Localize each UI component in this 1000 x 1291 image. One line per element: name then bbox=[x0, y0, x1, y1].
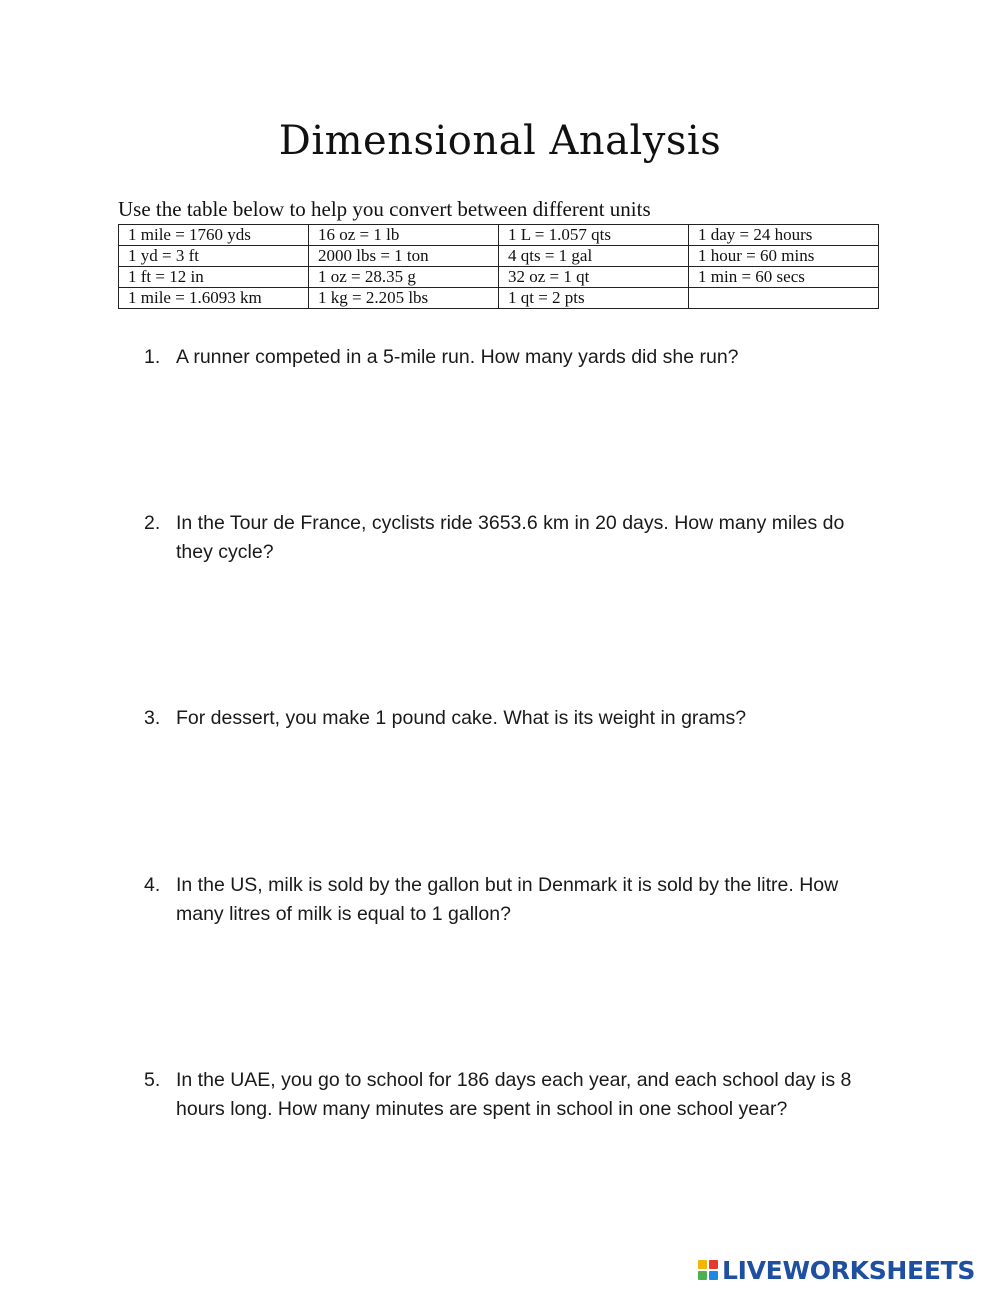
table-cell: 1 qt = 2 pts bbox=[499, 288, 689, 309]
liveworksheets-logo bbox=[698, 1256, 975, 1284]
worksheet-title: Dimensional Analysis bbox=[278, 118, 722, 164]
question-number: 3. bbox=[144, 707, 161, 729]
logo-text: LIVEWORKSHEETS bbox=[722, 1255, 976, 1285]
question-number: 2. bbox=[144, 512, 161, 534]
table-cell: 1 day = 24 hours bbox=[689, 225, 879, 246]
table-cell: 2000 lbs = 1 ton bbox=[309, 246, 499, 267]
table-cell bbox=[689, 288, 879, 309]
question-1 bbox=[144, 343, 884, 372]
question-text: A runner competed in a 5-mile run. How many yards did she run? bbox=[176, 346, 739, 368]
table-row bbox=[119, 288, 879, 309]
table-cell: 1 min = 60 secs bbox=[689, 267, 879, 288]
table-cell: 4 qts = 1 gal bbox=[499, 246, 689, 267]
table-cell: 32 oz = 1 qt bbox=[499, 267, 689, 288]
table-cell: 1 mile = 1.6093 km bbox=[119, 288, 309, 309]
question-text: In the UAE, you go to school for 186 days each year, and each school day is 8 hours long. How many minutes are spent in school in one school year? bbox=[176, 1069, 852, 1120]
table-row bbox=[119, 225, 879, 246]
question-3 bbox=[144, 704, 884, 733]
logo-blocks-icon bbox=[698, 1260, 718, 1280]
table-cell: 1 yd = 3 ft bbox=[119, 246, 309, 267]
table-row bbox=[119, 246, 879, 267]
logo-block bbox=[698, 1271, 707, 1280]
logo-block bbox=[698, 1260, 707, 1269]
question-text: For dessert, you make 1 pound cake. What is its weight in grams? bbox=[176, 707, 747, 729]
table-cell: 1 oz = 28.35 g bbox=[309, 267, 499, 288]
table-cell: 1 kg = 2.205 lbs bbox=[309, 288, 499, 309]
table-cell: 1 L = 1.057 qts bbox=[499, 225, 689, 246]
question-number: 1. bbox=[144, 346, 161, 368]
question-text: In the Tour de France, cyclists ride 3653.6 km in 20 days. How many miles do they cycle? bbox=[176, 512, 845, 563]
table-cell: 1 ft = 12 in bbox=[119, 267, 309, 288]
table-row bbox=[119, 267, 879, 288]
logo-block bbox=[709, 1260, 718, 1269]
table-cell: 16 oz = 1 lb bbox=[309, 225, 499, 246]
question-2 bbox=[144, 509, 884, 567]
question-text: In the US, milk is sold by the gallon but in Denmark it is sold by the litre. How many litres of milk is equal to 1 gallon? bbox=[176, 874, 839, 925]
table-intro-text: Use the table below to help you convert between different units bbox=[118, 197, 651, 221]
table-cell: 1 mile = 1760 yds bbox=[119, 225, 309, 246]
question-5 bbox=[144, 1066, 884, 1124]
question-number: 4. bbox=[144, 874, 161, 896]
question-4 bbox=[144, 871, 884, 929]
table-cell: 1 hour = 60 mins bbox=[689, 246, 879, 267]
conversion-table bbox=[118, 224, 879, 309]
logo-block bbox=[709, 1271, 718, 1280]
question-number: 5. bbox=[144, 1069, 161, 1091]
